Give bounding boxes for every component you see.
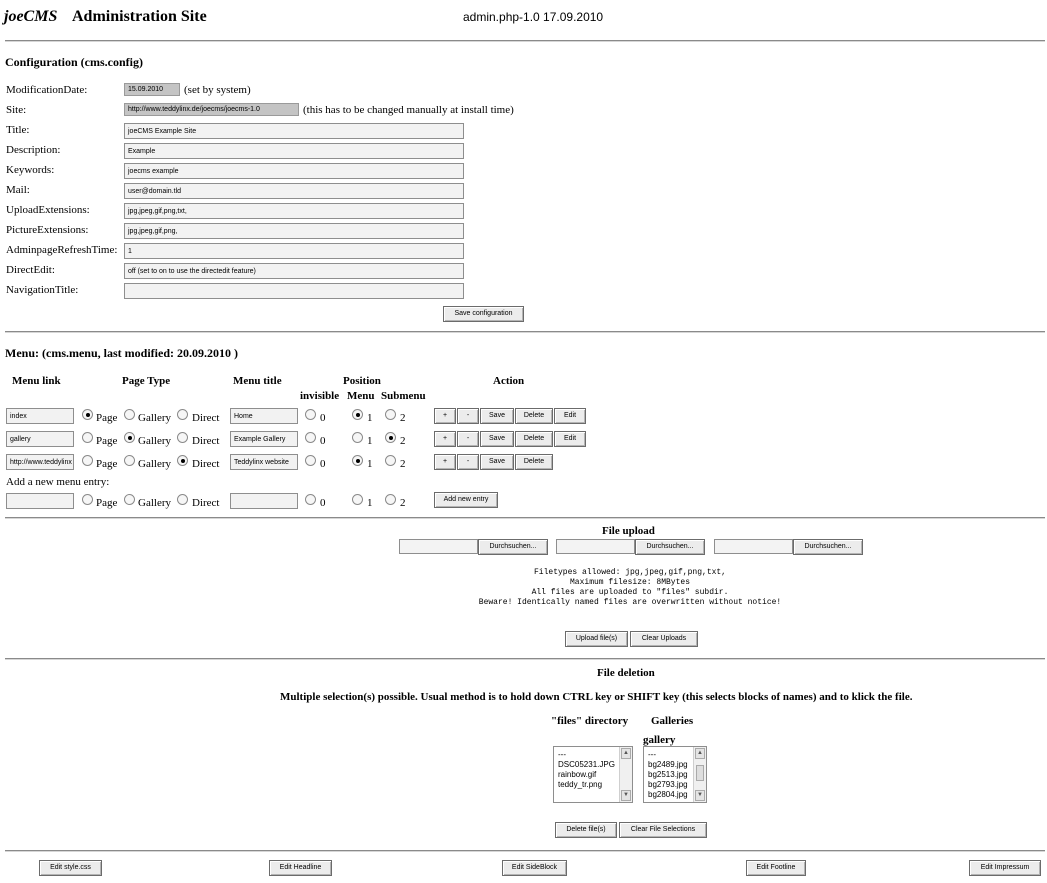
- gallery-list: [648, 750, 688, 800]
- edit-entry-button[interactable]: Edit: [554, 431, 586, 447]
- edit-entry-button[interactable]: Edit: [554, 408, 586, 424]
- divider: [5, 331, 1045, 333]
- position-radio[interactable]: [385, 455, 396, 466]
- position-radio[interactable]: [352, 409, 363, 420]
- files-directory-header: "files" directory: [551, 715, 629, 727]
- position-label: 0: [320, 412, 326, 424]
- config-label: Description:: [6, 144, 61, 156]
- save-entry-button[interactable]: Save: [480, 431, 514, 447]
- page-type-radio[interactable]: [82, 494, 93, 505]
- position-label: 1: [367, 497, 373, 509]
- upload-info-line: All files are uploaded to "files" subdir.: [531, 588, 729, 597]
- config-note: (set by system): [184, 84, 251, 96]
- scroll-thumb[interactable]: [696, 765, 704, 781]
- config-input[interactable]: user@domain.tld: [124, 183, 464, 199]
- config-label: Site:: [6, 104, 27, 116]
- gallery-listbox[interactable]: [643, 746, 707, 803]
- gallery-name: gallery: [643, 734, 676, 746]
- config-label: ModificationDate:: [6, 84, 88, 96]
- divider: [5, 517, 1045, 519]
- position-radio[interactable]: [385, 409, 396, 420]
- browse-button[interactable]: Durchsuchen...: [478, 539, 548, 555]
- upload-info-line: Filetypes allowed: jpg,jpeg,gif,png,txt,: [533, 568, 727, 577]
- header-action: Action: [493, 375, 525, 387]
- move-down-button[interactable]: -: [457, 454, 479, 470]
- config-input[interactable]: http://www.teddylinx.de/joecms/joecms-1.0: [124, 103, 299, 116]
- add-new-entry-button[interactable]: Add new entry: [434, 492, 498, 508]
- clear-file-selections-button[interactable]: Clear File Selections: [619, 822, 707, 838]
- delete-entry-button[interactable]: Delete: [515, 431, 553, 447]
- new-menu-title-input[interactable]: [230, 493, 298, 509]
- move-up-button[interactable]: +: [434, 408, 456, 424]
- gallery-scrollbar[interactable]: [693, 747, 706, 802]
- browse-button[interactable]: Durchsuchen...: [793, 539, 863, 555]
- page-type-label: Gallery: [138, 458, 171, 470]
- config-input[interactable]: jpg,jpeg,gif,png,txt,: [124, 203, 464, 219]
- move-down-button[interactable]: -: [457, 431, 479, 447]
- files-list: [558, 750, 615, 790]
- page-type-radio[interactable]: [124, 432, 135, 443]
- config-note: (this has to be changed manually at install time): [303, 104, 514, 116]
- page-type-radio[interactable]: [177, 455, 188, 466]
- file-option[interactable]: DSC05231.JPG: [558, 760, 615, 769]
- file-option[interactable]: rainbow.gif: [558, 770, 597, 779]
- page-type-label: Page: [96, 412, 118, 424]
- page-type-label: Gallery: [138, 435, 171, 447]
- position-radio[interactable]: [305, 432, 316, 443]
- config-label: Keywords:: [6, 164, 55, 176]
- page-type-label: Page: [96, 497, 118, 509]
- menu-link-input[interactable]: index: [6, 408, 74, 424]
- config-input[interactable]: joeCMS Example Site: [124, 123, 464, 139]
- config-section-title: Configuration (cms.config): [5, 55, 143, 69]
- page-type-radio[interactable]: [177, 409, 188, 420]
- upload-info: [0, 568, 1047, 608]
- page-type-label: Page: [96, 458, 118, 470]
- position-label: 1: [367, 458, 373, 470]
- position-label: 0: [320, 435, 326, 447]
- file-option[interactable]: teddy_tr.png: [558, 780, 603, 789]
- config-label: PictureExtensions:: [6, 224, 89, 236]
- position-radio[interactable]: [305, 455, 316, 466]
- config-input[interactable]: joecms example: [124, 163, 464, 179]
- version-label: admin.php-1.0 17.09.2010: [463, 10, 604, 24]
- config-label: NavigationTitle:: [6, 284, 79, 296]
- upload-file-input[interactable]: [556, 539, 635, 554]
- menu-section-title: Menu: (cms.menu, last modified: 20.09.2010 ): [5, 346, 238, 360]
- edit-footline-button[interactable]: Edit Footline: [746, 860, 806, 876]
- save-entry-button[interactable]: Save: [480, 408, 514, 424]
- config-input[interactable]: [124, 283, 464, 299]
- config-label: UploadExtensions:: [6, 204, 90, 216]
- page-type-label: Gallery: [138, 412, 171, 424]
- page-type-label: Direct: [192, 412, 220, 424]
- position-label: 2: [400, 458, 406, 470]
- position-radio[interactable]: [305, 494, 316, 505]
- gallery-file-option[interactable]: bg2804.jpg: [648, 790, 688, 799]
- files-listbox[interactable]: [553, 746, 633, 803]
- position-label: 1: [367, 435, 373, 447]
- page-type-radio[interactable]: [82, 432, 93, 443]
- config-input[interactable]: off (set to on to use the directedit feature): [124, 263, 464, 279]
- page-type-label: Direct: [192, 435, 220, 447]
- position-label: 0: [320, 497, 326, 509]
- config-label: AdminpageRefreshTime:: [6, 244, 118, 256]
- upload-file-input[interactable]: [399, 539, 478, 554]
- menu-title-input[interactable]: Home: [230, 408, 298, 424]
- header-menu-link: Menu link: [12, 375, 61, 387]
- file-option[interactable]: ---: [558, 750, 566, 759]
- clear-uploads-button[interactable]: Clear Uploads: [630, 631, 698, 647]
- position-label: 1: [367, 412, 373, 424]
- divider: [5, 40, 1045, 42]
- site-title: Administration Site: [72, 8, 207, 25]
- header-menu: Menu: [347, 390, 375, 402]
- save-entry-button[interactable]: Save: [480, 454, 514, 470]
- position-label: 0: [320, 458, 326, 470]
- position-radio[interactable]: [352, 432, 363, 443]
- move-down-button[interactable]: -: [457, 408, 479, 424]
- move-up-button[interactable]: +: [434, 454, 456, 470]
- page-type-label: Direct: [192, 497, 220, 509]
- header-position: Position: [343, 375, 381, 387]
- divider: [5, 850, 1045, 852]
- upload-files-button[interactable]: Upload file(s): [565, 631, 628, 647]
- gallery-file-option[interactable]: bg2513.jpg: [648, 770, 688, 779]
- edit-style-css-button[interactable]: Edit style.css: [39, 860, 102, 876]
- scroll-down-icon[interactable]: ▼: [695, 790, 705, 801]
- upload-section-title: File upload: [602, 525, 655, 537]
- config-input[interactable]: 15.09.2010: [124, 83, 180, 96]
- position-label: 2: [400, 497, 406, 509]
- new-menu-link-input[interactable]: [6, 493, 74, 509]
- header-invisible: invisible: [300, 390, 340, 402]
- menu-link-input[interactable]: gallery: [6, 431, 74, 447]
- position-label: 2: [400, 435, 406, 447]
- menu-title-input[interactable]: Example Gallery: [230, 431, 298, 447]
- deletion-section-title: File deletion: [597, 667, 655, 679]
- gallery-file-option[interactable]: bg2489.jpg: [648, 760, 688, 769]
- divider: [5, 658, 1045, 660]
- config-label: Title:: [6, 124, 30, 136]
- app-name: joeCMS: [4, 8, 58, 25]
- page-type-radio[interactable]: [177, 494, 188, 505]
- menu-link-input[interactable]: http://www.teddylinx: [6, 454, 74, 470]
- config-input[interactable]: 1: [124, 243, 464, 259]
- gallery-file-option[interactable]: bg2793.jpg: [648, 780, 688, 789]
- position-radio[interactable]: [305, 409, 316, 420]
- config-input[interactable]: Example: [124, 143, 464, 159]
- position-label: 2: [400, 412, 406, 424]
- upload-info-line: Maximum filesize: 8MBytes: [569, 578, 691, 587]
- header-submenu: Submenu: [381, 390, 426, 402]
- config-label: Mail:: [6, 184, 30, 196]
- upload-file-input[interactable]: [714, 539, 793, 554]
- page-type-radio[interactable]: [124, 494, 135, 505]
- browse-button[interactable]: Durchsuchen...: [635, 539, 705, 555]
- edit-sideblock-button[interactable]: Edit SideBlock: [502, 860, 567, 876]
- edit-impressum-button[interactable]: Edit Impressum: [969, 860, 1041, 876]
- files-scrollbar[interactable]: [619, 747, 632, 802]
- page-type-label: Direct: [192, 458, 220, 470]
- edit-headline-button[interactable]: Edit Headline: [269, 860, 332, 876]
- config-input[interactable]: jpg,jpeg,gif,png,: [124, 223, 464, 239]
- position-radio[interactable]: [385, 432, 396, 443]
- header-menu-title: Menu title: [233, 375, 282, 387]
- add-entry-label: Add a new menu entry:: [6, 476, 110, 488]
- page-type-radio[interactable]: [177, 432, 188, 443]
- move-up-button[interactable]: +: [434, 431, 456, 447]
- position-radio[interactable]: [385, 494, 396, 505]
- deletion-hint: Multiple selection(s) possible. Usual method is to hold down CTRL key or SHIFT key (this selects blocks of names) and to klick the file.: [280, 691, 913, 703]
- page-type-radio[interactable]: [124, 455, 135, 466]
- page-type-label: Gallery: [138, 497, 171, 509]
- config-label: DirectEdit:: [6, 264, 55, 276]
- scroll-up-icon[interactable]: ▲: [695, 748, 705, 759]
- save-configuration-button[interactable]: Save configuration: [443, 306, 524, 322]
- delete-entry-button[interactable]: Delete: [515, 408, 553, 424]
- delete-entry-button[interactable]: Delete: [515, 454, 553, 470]
- delete-files-button[interactable]: Delete file(s): [555, 822, 617, 838]
- scroll-down-icon[interactable]: ▼: [621, 790, 631, 801]
- position-radio[interactable]: [352, 455, 363, 466]
- menu-title-input[interactable]: Teddylinx website: [230, 454, 298, 470]
- galleries-header: Galleries: [651, 715, 694, 727]
- page-type-radio[interactable]: [82, 455, 93, 466]
- gallery-file-option[interactable]: ---: [648, 750, 656, 759]
- scroll-up-icon[interactable]: ▲: [621, 748, 631, 759]
- position-radio[interactable]: [352, 494, 363, 505]
- page-type-radio[interactable]: [82, 409, 93, 420]
- page-type-label: Page: [96, 435, 118, 447]
- page-type-radio[interactable]: [124, 409, 135, 420]
- header-page-type: Page Type: [122, 375, 171, 387]
- upload-info-line: Beware! Identically named files are overwritten without notice!: [478, 598, 782, 607]
